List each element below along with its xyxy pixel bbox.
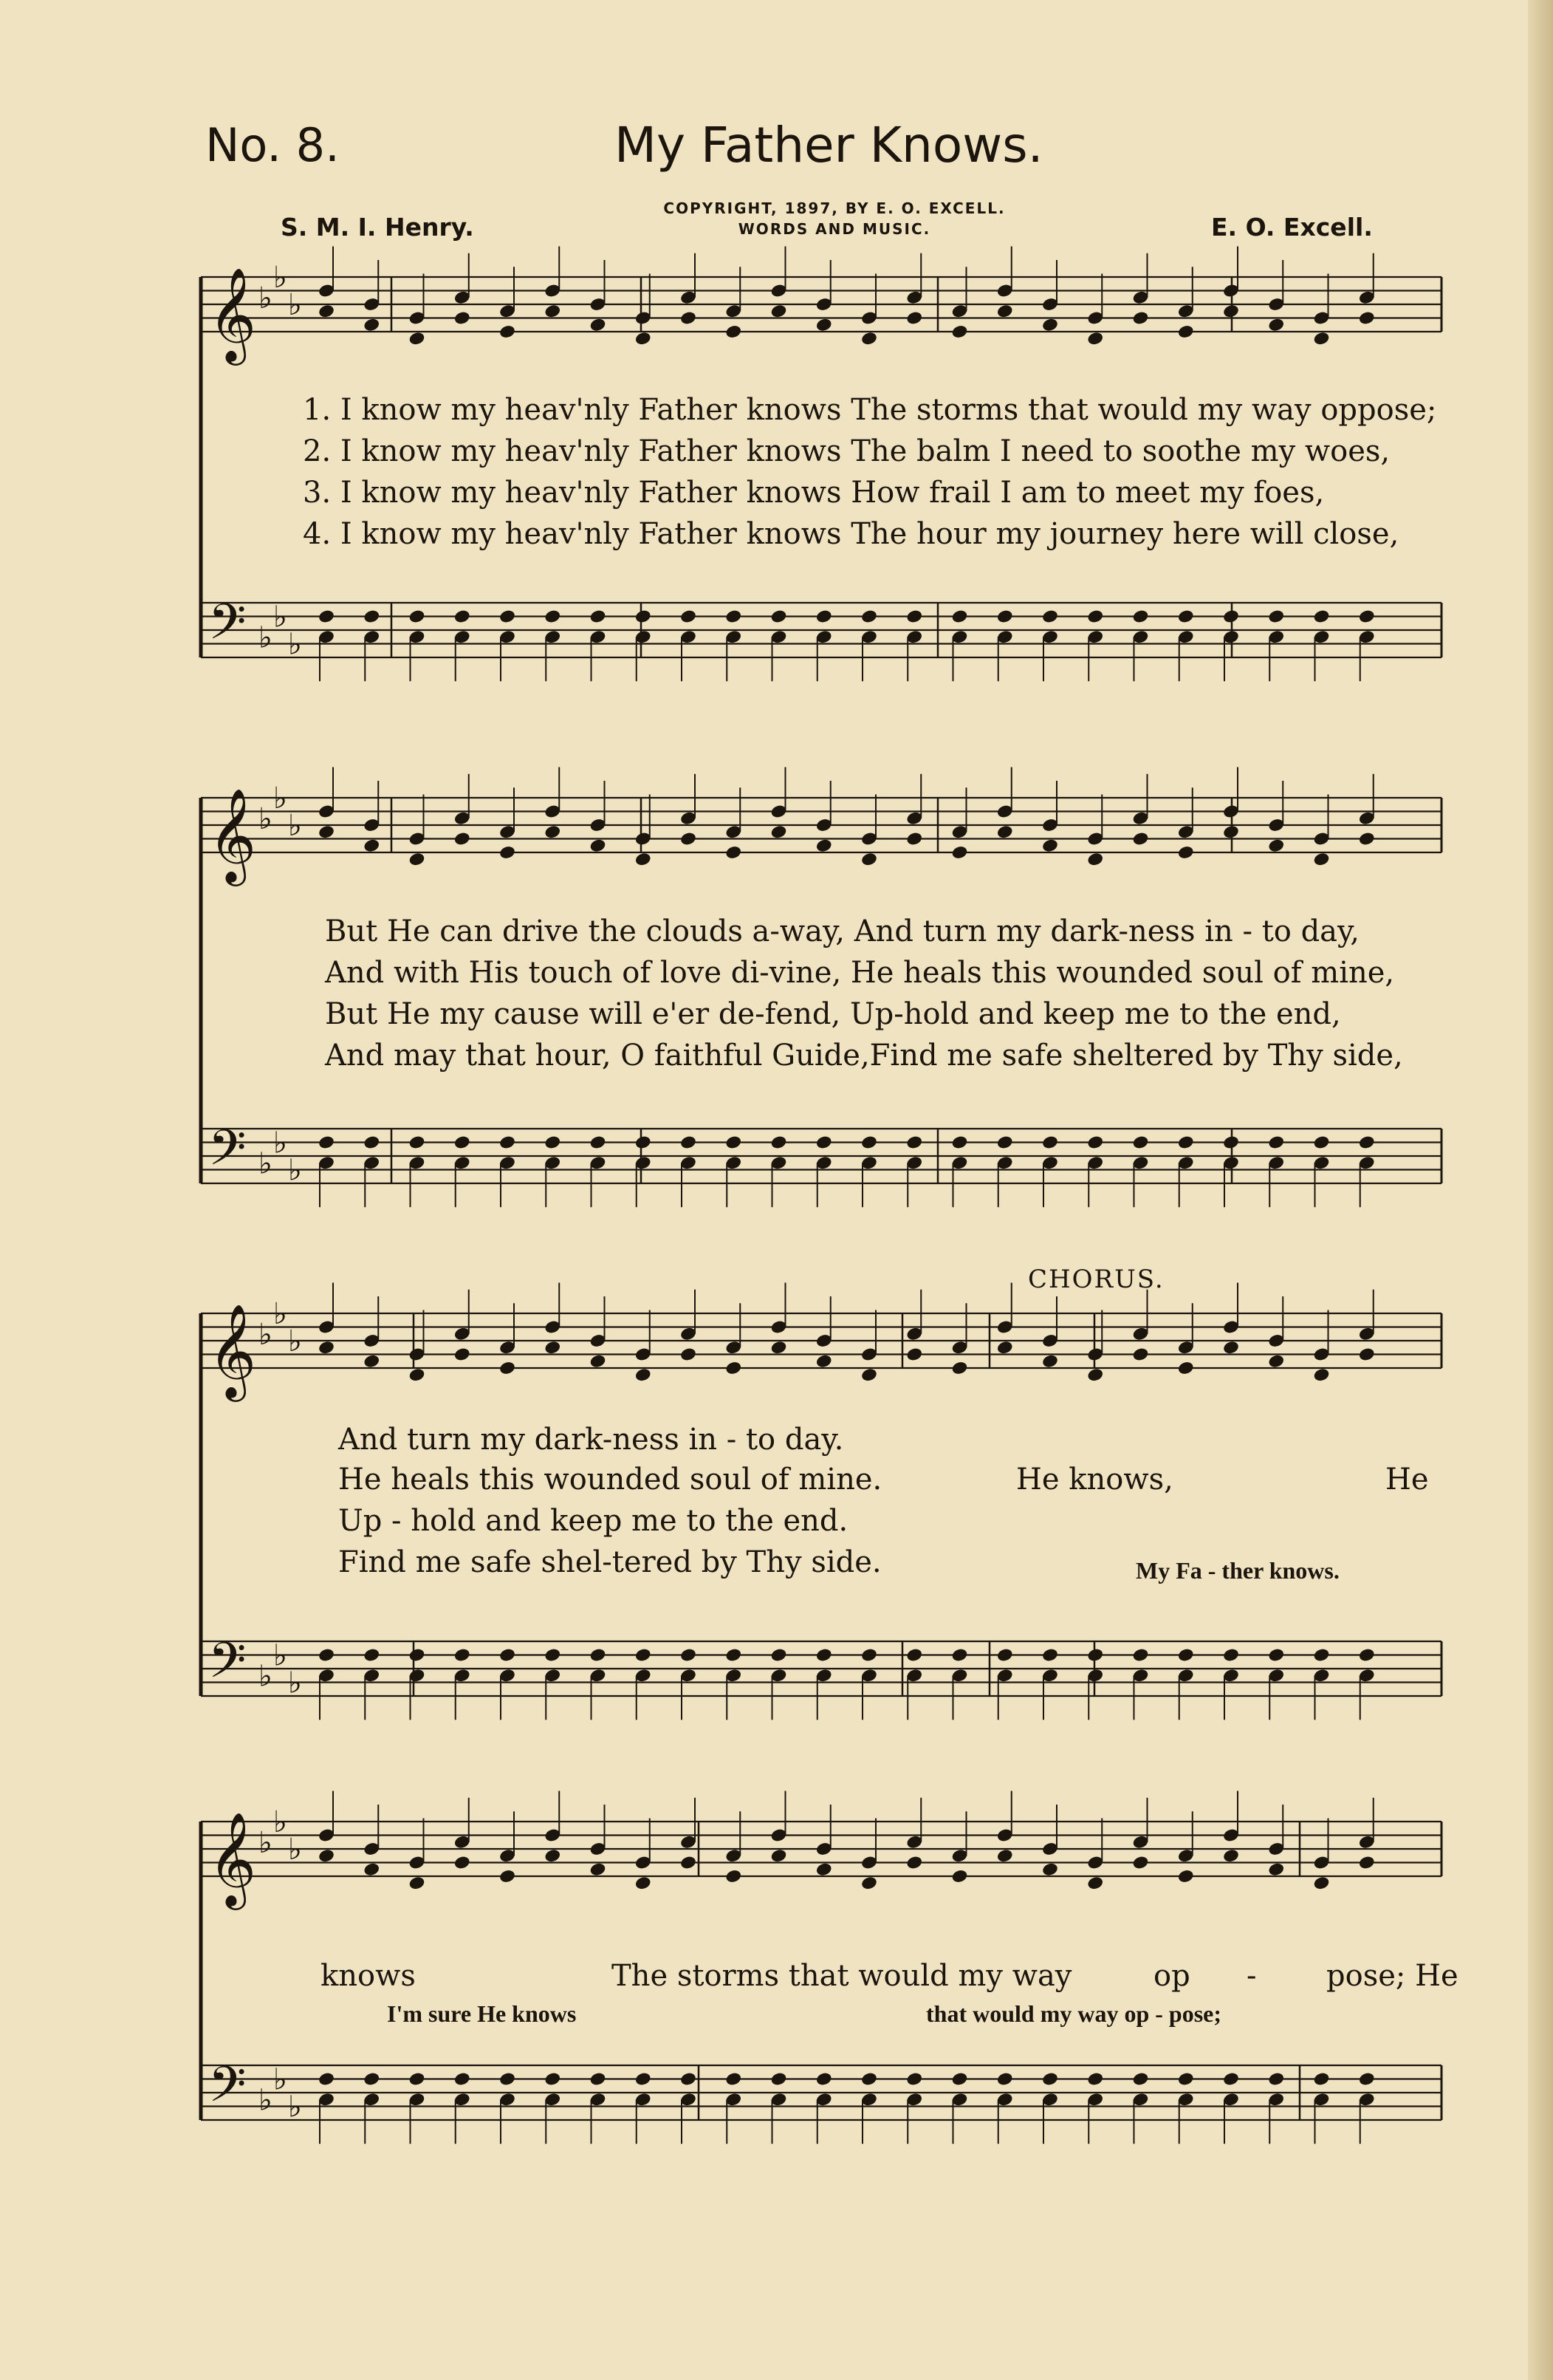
note-head (634, 852, 652, 867)
note-head (1313, 2071, 1331, 2087)
note-head (318, 1135, 335, 1150)
note-head (589, 609, 607, 624)
note-head (996, 1848, 1014, 1864)
note-head (1267, 609, 1285, 624)
note-head (1086, 852, 1104, 867)
note-head (1267, 1647, 1285, 1663)
note-head (951, 2071, 969, 2087)
note-head (770, 609, 788, 624)
flat-sign: ♭ (273, 2062, 287, 2097)
note-head (453, 609, 471, 624)
note-head (1132, 1855, 1150, 1870)
note-head (634, 1135, 652, 1150)
note-head (363, 838, 380, 853)
note-head (905, 310, 923, 326)
verse-4-line-3: Find me safe shel-tered by Thy side. (338, 1545, 882, 1579)
note-head (363, 609, 380, 624)
note-head (589, 838, 607, 853)
flat-sign: ♭ (273, 1126, 287, 1160)
flat-sign: ♭ (288, 627, 302, 662)
note-head (679, 1347, 697, 1362)
note-head (1041, 609, 1059, 624)
note-head (679, 1647, 697, 1663)
note-head (815, 2071, 833, 2087)
flat-sign: ♭ (288, 1153, 302, 1188)
verse-2-line-2: And with His touch of love di-vine, He heals this wounded soul of mine, (325, 956, 1395, 990)
note-head (498, 609, 516, 624)
note-head (951, 324, 969, 340)
note-head (860, 1875, 878, 1891)
treble-clef: 𝄞 (208, 267, 257, 361)
chorus-dash: - (1247, 1959, 1257, 1993)
flat-sign: ♭ (258, 801, 272, 836)
note-head (951, 845, 969, 861)
bass-clef: 𝄢 (208, 593, 247, 663)
note-head (905, 1135, 923, 1150)
composer: E. O. Excell. (1211, 213, 1373, 242)
note-head (815, 1647, 833, 1663)
note-head (1132, 310, 1150, 326)
note-head (1313, 1875, 1331, 1891)
note-head (1086, 2071, 1104, 2087)
note-head (1086, 609, 1104, 624)
note-head (1222, 2071, 1240, 2087)
note-head (363, 1135, 380, 1150)
note-head (770, 1135, 788, 1150)
note-head (408, 1135, 426, 1150)
note-head (1267, 838, 1285, 853)
copyright-line-2: WORDS AND MUSIC. (738, 220, 931, 238)
note-head (815, 317, 833, 332)
note-head (1267, 2071, 1285, 2087)
chorus-he-knows: He knows, (1016, 1463, 1173, 1497)
chorus-label: CHORUS. (1028, 1265, 1165, 1294)
note-head (905, 609, 923, 624)
note-head (453, 310, 471, 326)
note-head (544, 609, 561, 624)
note-head (679, 310, 697, 326)
note-head (1267, 1861, 1285, 1877)
note-head (544, 1340, 561, 1355)
hymn-title: My Father Knows. (614, 117, 1043, 174)
note-head (1132, 1135, 1150, 1150)
note-head (770, 304, 788, 319)
flat-sign: ♭ (288, 288, 302, 322)
note-head (318, 1340, 335, 1355)
verse-3-line-2: But He my cause will e'er de-fend, Up-hold and keep me to the end, (325, 997, 1341, 1031)
note-head (634, 331, 652, 346)
note-head (1041, 1135, 1059, 1150)
note-head (634, 609, 652, 624)
note-head (1132, 831, 1150, 847)
note-head (724, 609, 742, 624)
flat-sign: ♭ (258, 1825, 272, 1860)
note-head (996, 824, 1014, 840)
note-head (634, 1647, 652, 1663)
note-head (905, 1347, 923, 1362)
note-head (363, 1861, 380, 1877)
note-head (1267, 1353, 1285, 1369)
note-head (860, 2071, 878, 2087)
note-head (363, 2071, 380, 2087)
note-head (679, 831, 697, 847)
verse-4-line-2: And may that hour, O faithful Guide,Find me safe sheltered by Thy side, (325, 1039, 1403, 1073)
note-head (1313, 1135, 1331, 1150)
chorus-he: He (1385, 1463, 1429, 1497)
note-head (1086, 1875, 1104, 1891)
note-head (318, 824, 335, 840)
note-head (1267, 317, 1285, 332)
note-head (679, 2071, 697, 2087)
note-head (1086, 331, 1104, 346)
note-head (1132, 1647, 1150, 1663)
note-head (860, 1647, 878, 1663)
bass-clef: 𝄢 (208, 2056, 247, 2125)
note-head (1222, 1647, 1240, 1663)
note-head (1313, 609, 1331, 624)
note-head (1358, 2071, 1376, 2087)
note-head (1358, 1135, 1376, 1150)
note-head (996, 2071, 1014, 2087)
note-head (1041, 838, 1059, 853)
note-head (951, 1647, 969, 1663)
note-head (1132, 2071, 1150, 2087)
flat-sign: ♭ (288, 1324, 302, 1358)
note-head (634, 2071, 652, 2087)
note-head (363, 1647, 380, 1663)
flat-sign: ♭ (258, 1659, 272, 1694)
note-head (408, 1367, 426, 1383)
note-head (860, 331, 878, 346)
flat-sign: ♭ (273, 1297, 287, 1331)
note-head (815, 609, 833, 624)
note-head (318, 2071, 335, 2087)
note-head (1086, 1367, 1104, 1383)
note-head (1177, 1361, 1195, 1376)
note-head (318, 1848, 335, 1864)
note-head (996, 1135, 1014, 1150)
note-head (1177, 1135, 1195, 1150)
note-head (1041, 2071, 1059, 2087)
note-head (951, 1361, 969, 1376)
note-head (770, 1340, 788, 1355)
note-head (544, 1135, 561, 1150)
note-head (318, 609, 335, 624)
note-head (724, 1361, 742, 1376)
note-head (996, 1647, 1014, 1663)
flat-sign: ♭ (273, 600, 287, 635)
verse-1-line-1: 1. I know my heav'nly Father knows The storms that would my way oppose; (303, 393, 1437, 427)
note-head (724, 324, 742, 340)
note-head (1313, 1647, 1331, 1663)
note-head (1222, 609, 1240, 624)
flat-sign: ♭ (258, 281, 272, 315)
note-head (408, 1647, 426, 1663)
note-head (1177, 609, 1195, 624)
note-head (1358, 831, 1376, 847)
flat-sign: ♭ (258, 620, 272, 655)
note-head (1358, 1647, 1376, 1663)
verse-1-line-2: But He can drive the clouds a-way, And turn my dark-ness in - to day, (325, 914, 1360, 948)
note-head (1041, 317, 1059, 332)
note-head (1313, 852, 1331, 867)
note-head (1222, 1135, 1240, 1150)
treble-clef: 𝄞 (208, 1811, 257, 1906)
note-head (1267, 1135, 1285, 1150)
note-head (1132, 609, 1150, 624)
note-head (1358, 609, 1376, 624)
note-head (498, 1869, 516, 1884)
note-head (996, 609, 1014, 624)
note-head (860, 852, 878, 867)
flat-sign: ♭ (273, 261, 287, 295)
note-head (1358, 1855, 1376, 1870)
note-head (1086, 1135, 1104, 1150)
copyright-line-1: COPYRIGHT, 1897, BY E. O. EXCELL. (663, 199, 1006, 217)
note-head (1358, 1347, 1376, 1362)
chorus-op: op (1153, 1959, 1190, 1993)
flat-sign: ♭ (258, 1317, 272, 1352)
note-head (634, 1875, 652, 1891)
bass-clef: 𝄢 (208, 1632, 247, 1701)
note-head (498, 1135, 516, 1150)
note-head (679, 1855, 697, 1870)
note-head (860, 1135, 878, 1150)
note-head (815, 838, 833, 853)
note-head (498, 1647, 516, 1663)
note-head (724, 1135, 742, 1150)
note-head (453, 2071, 471, 2087)
note-head (860, 1367, 878, 1383)
note-head (589, 1861, 607, 1877)
note-head (453, 1647, 471, 1663)
flat-sign: ♭ (288, 809, 302, 843)
hymn-number: No. 8. (205, 118, 340, 172)
note-head (408, 1875, 426, 1891)
note-head (453, 831, 471, 847)
flat-sign: ♭ (258, 1146, 272, 1181)
note-head (634, 1367, 652, 1383)
note-head (1177, 845, 1195, 861)
note-head (453, 1855, 471, 1870)
note-head (951, 1135, 969, 1150)
note-head (905, 1647, 923, 1663)
note-head (1222, 1340, 1240, 1355)
note-head (1177, 2071, 1195, 2087)
verse-3-line-1: 3. I know my heav'nly Father knows How frail I am to meet my foes, (303, 476, 1325, 510)
note-head (1177, 324, 1195, 340)
note-head (815, 1861, 833, 1877)
note-head (498, 2071, 516, 2087)
note-head (996, 304, 1014, 319)
note-head (498, 1361, 516, 1376)
note-head (1222, 824, 1240, 840)
note-head (589, 2071, 607, 2087)
note-head (363, 1353, 380, 1369)
note-head (408, 331, 426, 346)
note-head (544, 2071, 561, 2087)
flat-sign: ♭ (258, 2083, 272, 2118)
note-head (544, 304, 561, 319)
note-head (1041, 1353, 1059, 1369)
note-head (1041, 1861, 1059, 1877)
note-head (815, 1353, 833, 1369)
note-head (724, 845, 742, 861)
verse-1-line-3: And turn my dark-ness in - to day. (338, 1423, 844, 1457)
note-head (1313, 1367, 1331, 1383)
chorus-that-would: that would my way op - pose; (926, 2000, 1222, 2027)
note-head (1177, 1647, 1195, 1663)
flat-sign: ♭ (288, 2090, 302, 2124)
note-head (815, 1135, 833, 1150)
note-head (453, 1135, 471, 1150)
chorus-my-father-knows: My Fa - ther knows. (1136, 1557, 1340, 1584)
flat-sign: ♭ (273, 1638, 287, 1673)
note-head (544, 1647, 561, 1663)
note-head (498, 845, 516, 861)
note-head (408, 609, 426, 624)
note-head (996, 1340, 1014, 1355)
note-head (770, 1848, 788, 1864)
note-head (860, 609, 878, 624)
note-head (589, 1647, 607, 1663)
note-head (1222, 304, 1240, 319)
chorus-sure-he-knows: I'm sure He knows (387, 2000, 577, 2027)
note-head (408, 852, 426, 867)
note-head (544, 824, 561, 840)
verse-2-line-3: He heals this wounded soul of mine. (338, 1463, 882, 1497)
note-head (589, 1135, 607, 1150)
chorus-pose-he: pose; He (1326, 1959, 1458, 1993)
note-head (724, 2071, 742, 2087)
note-head (589, 317, 607, 332)
note-head (1358, 310, 1376, 326)
note-head (1086, 1647, 1104, 1663)
note-head (905, 831, 923, 847)
note-head (318, 304, 335, 319)
note-head (363, 317, 380, 332)
note-head (905, 2071, 923, 2087)
note-head (905, 1855, 923, 1870)
note-head (1132, 1347, 1150, 1362)
note-head (770, 2071, 788, 2087)
note-head (498, 324, 516, 340)
verse-2-line-1: 2. I know my heav'nly Father knows The balm I need to soothe my woes, (303, 434, 1391, 468)
treble-clef: 𝄞 (208, 787, 257, 882)
note-head (770, 1647, 788, 1663)
note-head (1313, 331, 1331, 346)
chorus-knows: knows (320, 1959, 416, 1993)
verse-4-line-1: 4. I know my heav'nly Father knows The hour my journey here will close, (303, 517, 1399, 551)
note-head (318, 1647, 335, 1663)
treble-clef: 𝄞 (208, 1303, 257, 1398)
note-head (951, 609, 969, 624)
note-head (453, 1347, 471, 1362)
note-head (724, 1647, 742, 1663)
note-head (1041, 1647, 1059, 1663)
author: S. M. I. Henry. (281, 213, 474, 242)
note-head (1177, 1869, 1195, 1884)
note-head (679, 1135, 697, 1150)
flat-sign: ♭ (273, 782, 287, 815)
verse-3-line-3: Up - hold and keep me to the end. (338, 1504, 849, 1538)
flat-sign: ♭ (288, 1666, 302, 1700)
note-head (544, 1848, 561, 1864)
note-head (1222, 1848, 1240, 1864)
flat-sign: ♭ (288, 1833, 302, 1867)
chorus-main-line: The storms that would my way (611, 1959, 1072, 1993)
note-head (770, 824, 788, 840)
note-head (408, 2071, 426, 2087)
note-head (951, 1869, 969, 1884)
flat-sign: ♭ (273, 1805, 287, 1839)
note-head (589, 1353, 607, 1369)
note-head (724, 1869, 742, 1884)
bass-clef: 𝄢 (208, 1119, 247, 1189)
note-head (679, 609, 697, 624)
